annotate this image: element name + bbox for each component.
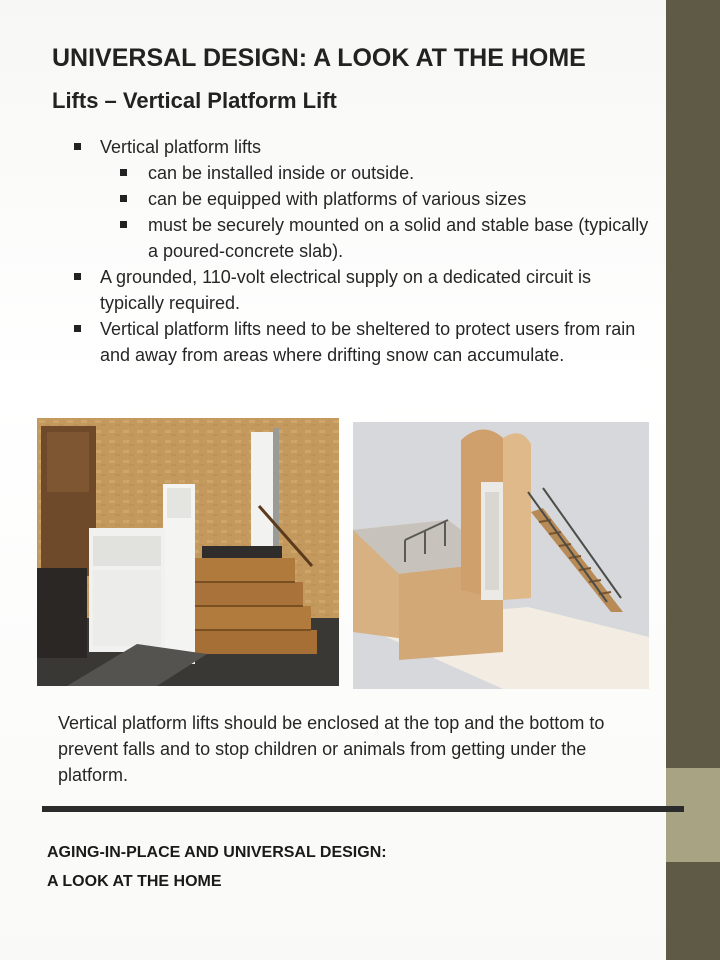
square-bullet-icon [74, 325, 81, 332]
square-bullet-icon [120, 169, 127, 176]
bullet-item [72, 134, 652, 160]
lift-model-photo [353, 422, 649, 689]
bullet-item [72, 264, 652, 316]
square-bullet-icon [120, 195, 127, 202]
photo-caption: Vertical platform lifts should be enclosed at the top and the bottom to prevent falls and to stop children or animals from getting under the platform. [58, 713, 605, 785]
footer-line-1: AGING-IN-PLACE AND UNIVERSAL DESIGN: [47, 844, 387, 861]
sub-bullet-text: must be securely mounted on a solid and stable base (typically a poured-concrete slab). [148, 215, 649, 261]
bullet-text: A grounded, 110-volt electrical supply on a dedicated circuit is typically required. [100, 267, 591, 313]
installed-lift-photo [37, 418, 339, 686]
slide-subtitle: Lifts – Vertical Platform Lift [52, 88, 337, 113]
slide-title: UNIVERSAL DESIGN: A LOOK AT THE HOME [52, 44, 586, 72]
horizontal-rule [42, 806, 684, 812]
sub-bullet-item [72, 186, 652, 212]
bullet-text: Vertical platform lifts [100, 137, 262, 157]
square-bullet-icon [74, 143, 81, 150]
bullet-list [72, 134, 652, 368]
sub-bullet-item [72, 160, 652, 186]
sub-bullet-item [72, 212, 652, 264]
bullet-text: Vertical platform lifts need to be sheltered to protect users from rain and away from areas where drifting snow can accumulate. [100, 319, 636, 365]
sub-bullet-text: can be installed inside or outside. [148, 163, 415, 183]
lift-model-illustration [353, 422, 649, 689]
footer [47, 838, 387, 896]
square-bullet-icon [74, 273, 81, 280]
footer-line-2: A LOOK AT THE HOME [47, 873, 222, 890]
sub-bullet-text: can be equipped with platforms of various sizes [148, 189, 527, 209]
bullet-item [72, 316, 652, 368]
installed-lift-illustration [37, 418, 339, 686]
square-bullet-icon [120, 221, 127, 228]
side-accent-block [666, 768, 720, 862]
